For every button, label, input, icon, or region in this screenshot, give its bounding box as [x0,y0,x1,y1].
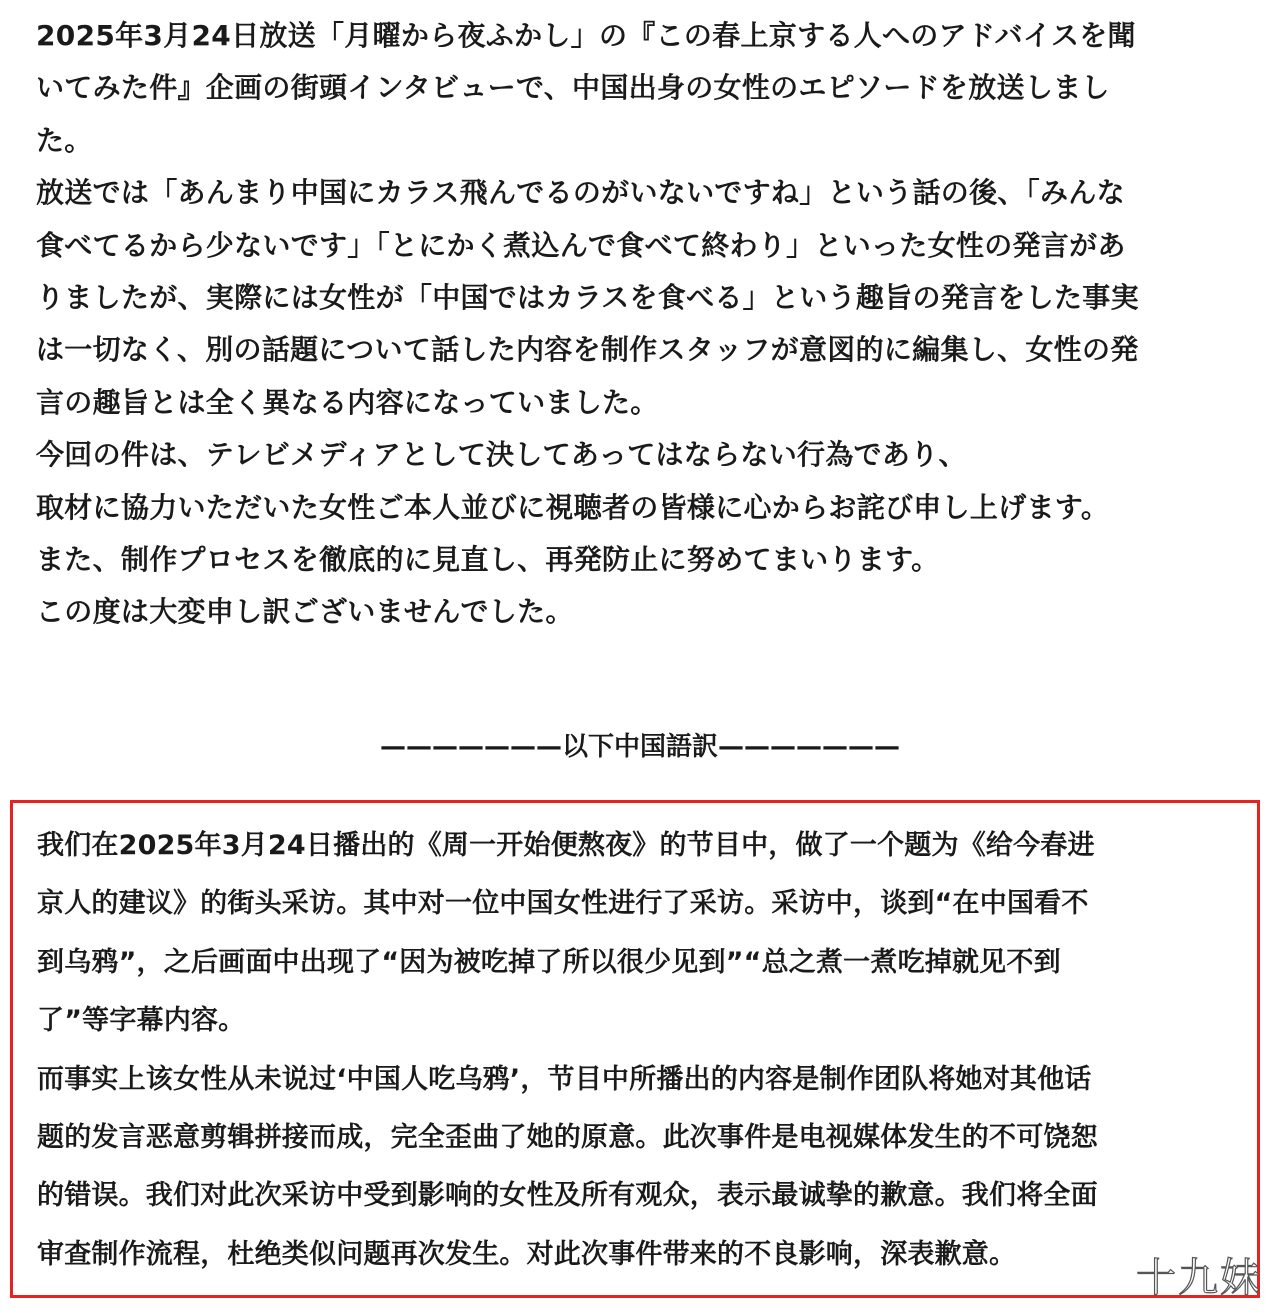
chinese-line: 到乌鸦”，之后画面中出现了“因为被吃掉了所以很少见到”“总之煮一煮吃掉就见不到 [37,946,1061,978]
chinese-line: 的错误。我们对此次采访中受到影响的女性及所有观众，表示最诚挚的歉意。我们将全面 [37,1180,1098,1212]
chinese-line: 我们在2025年3月24日播出的《周一开始便熬夜》的节目中，做了一个题为《给今春进 [37,830,1095,861]
chinese-line: 而事实上该女性从未说过‘中国人吃乌鸦’，节目中所播出的内容是制作团队将她对其他话 [37,1063,1092,1095]
japanese-line: この度は大変申し訳ございませんでした。 [36,595,574,629]
japanese-line: いてみた件』企画の街頭インタビューで、中国出身の女性のエピソードを放送しまし [36,71,1110,105]
chinese-translation-box [10,800,1260,1298]
translation-divider: ———————以下中国語訳——————— [379,732,900,762]
japanese-line: 取材に協力いただいた女性ご本人並びに視聴者の皆様に心からお詫び申し上げます。 [36,490,1110,524]
japanese-statement [36,10,1256,639]
chinese-line: 京人的建议》的街头采访。其中对一位中国女性进行了采访。采访中，谈到“在中国看不 [37,888,1089,920]
japanese-line: 2025年3月24日放送「月曜から夜ふかし」の『この春上京する人へのアドバイスを聞 [36,19,1136,52]
chinese-line: 审查制作流程，杜绝类似问题再次发生。对此次事件带来的不良影响，深表歉意。 [37,1238,1017,1270]
japanese-line: 放送では「あんまり中国にカラス飛んでるのがいないですね」という話の後、「みんな [36,176,1125,210]
japanese-line: りましたが、実際には女性が「中国ではカラスを食べる」という趣旨の発言をした事実 [36,280,1139,314]
chinese-translation [37,817,1237,1284]
japanese-line: 今回の件は、テレビメディアとして決してあってはならない行為であり、 [36,438,967,472]
watermark: 十九妹 [1136,1255,1262,1301]
chinese-line: 题的发言恶意剪辑拼接而成，完全歪曲了她的原意。此次事件是电视媒体发生的不可饶恕 [37,1121,1098,1153]
japanese-line: 言の趣旨とは全く異なる内容になっていました。 [36,385,659,419]
chinese-line: 了”等字幕内容。 [37,1005,246,1037]
japanese-line: は一切なく、別の話題について話した内容を制作スタッフが意図的に編集し、女性の発 [36,333,1139,367]
japanese-line: た。 [36,123,93,157]
japanese-line: また、制作プロセスを徹底的に見直し、再発防止に努めてまいります。 [36,542,940,576]
japanese-line: 食べてるから少ないです」「とにかく煮込んで食べて終わり」といった女性の発言があ [36,228,1126,262]
